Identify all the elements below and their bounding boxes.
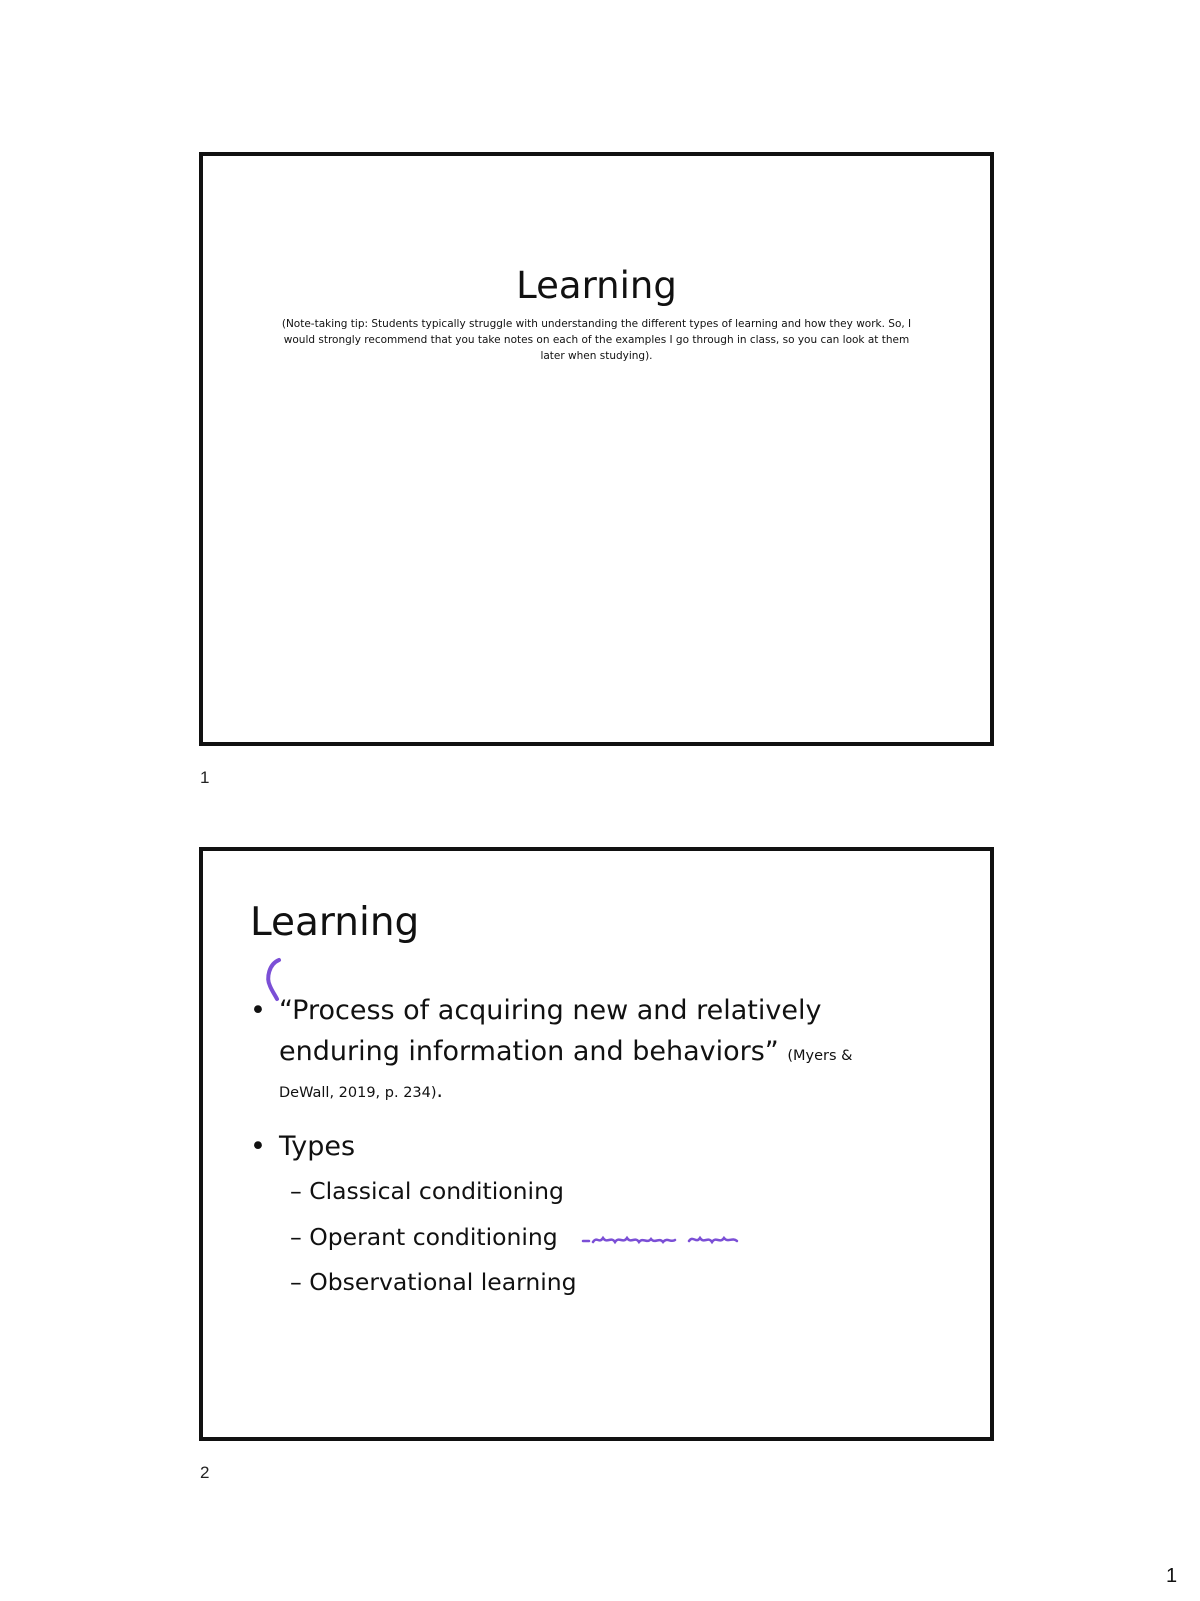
sub-item-operant-conditioning: – Operant conditioning (290, 1223, 558, 1251)
citation-line (279, 1079, 443, 1104)
bullet-definition (279, 990, 939, 1077)
slide-1-title: Learning (516, 264, 677, 307)
slide-1-note-taking-tip: (Note-taking tip: Students typically struggle with understanding the different types of learning and how they work. So, I would strongly recommend that you take notes on each of the examples I go through in class, so you can look at them later when studying). (281, 318, 912, 362)
citation-part-2: DeWall, 2019, p. 234) (279, 1085, 437, 1101)
slide-2-number: 2 (200, 1463, 210, 1482)
slide-2-title: Learning (250, 900, 420, 945)
sub-item-observational-learning: – Observational learning (290, 1268, 577, 1296)
slide-1 (199, 152, 994, 746)
slide-2 (199, 847, 994, 1441)
bullet-marker: • (250, 1131, 266, 1162)
definition-quote: “Process of acquiring new and relatively enduring information and behaviors” (279, 995, 822, 1067)
bullet-types: Types (279, 1131, 356, 1162)
citation-part-1: (Myers & (787, 1048, 853, 1064)
sub-item-classical-conditioning: – Classical conditioning (290, 1177, 564, 1205)
bullet-marker: • (250, 995, 266, 1026)
page-number: 1 (1166, 1565, 1178, 1587)
slide-1-number: 1 (200, 768, 210, 787)
citation-period: . (436, 1078, 443, 1102)
handwritten-scribble-icon (581, 1231, 741, 1249)
